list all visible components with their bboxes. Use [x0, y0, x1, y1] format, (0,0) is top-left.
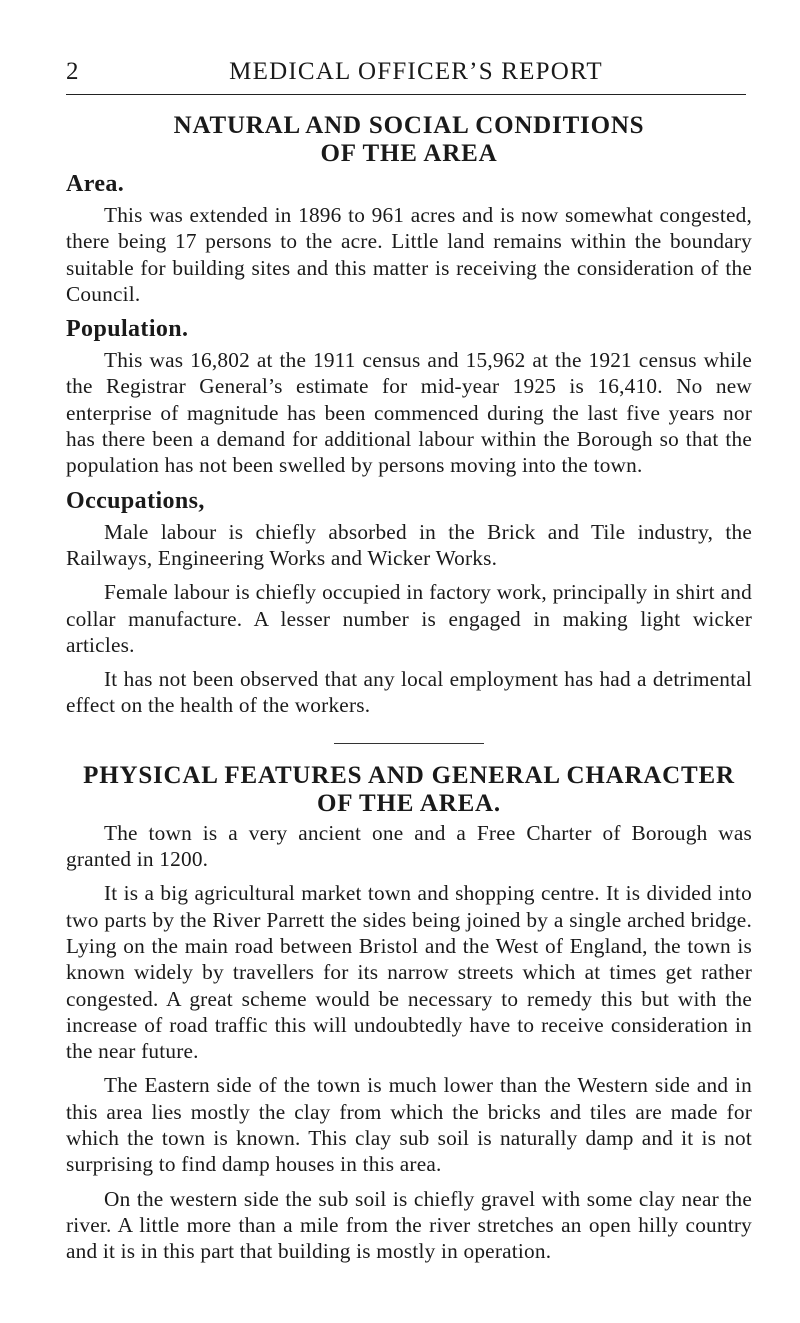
section-title-physical-features	[66, 762, 752, 818]
section-title-line-2: OF THE AREA.	[317, 789, 501, 817]
paragraph-charter: The town is a very ancient one and a Free Charter of Borough was granted in 1200.	[66, 820, 752, 872]
page-content	[66, 112, 752, 1273]
paragraph-population: This was 16,802 at the 1911 census and 15,962 at the 1921 census while the Registrar General’s estimate for mid-year 1925 is 16,410. No new enterprise of magnitude has been commenced during the last five years nor has there been a demand for additional labour within the Borough so that the population has not been swelled by persons moving into the town.	[66, 348, 752, 478]
running-title: MEDICAL OFFICER’S REPORT	[229, 58, 603, 85]
paragraph-area: This was extended in 1896 to 961 acres and is now somewhat congested, there being 17 persons to the acre. Little land remains within the boundary suitable for building sites and this matter is receiving the consideration of the Council.	[66, 203, 752, 306]
section-title-natural-social	[66, 112, 752, 168]
section-title-line-1: PHYSICAL FEATURES AND GENERAL CHARACTER	[83, 761, 735, 789]
paragraph-occupations-male: Male labour is chiefly absorbed in the Brick and Tile industry, the Railways, Engineering Works and Wicker Works.	[66, 519, 752, 570]
paragraph-western-side: On the western side the sub soil is chiefly gravel with some clay near the river. A little more than a mile from the river stretches an open hilly country and it is in this part that building is mostly in operation.	[66, 1186, 752, 1264]
subhead-population: Population.	[66, 316, 189, 343]
subhead-area: Area.	[66, 171, 125, 197]
page-number: 2	[66, 58, 80, 85]
paragraph-market-town: It is a big agricultural market town and shopping centre. It is divided into two parts by the River Parrett the sides being joined by a single arched bridge. Lying on the main road between Bristol and the West of England, the town is known widely by travellers for its narrow streets which at times get rather congested. A great scheme would be necessary to remedy this but with the increase of road traffic this will undoubtedly have to receive consideration in the near future.	[66, 881, 752, 1064]
subhead-occupations: Occupations,	[66, 487, 205, 514]
section-title-line-1: NATURAL AND SOCIAL CONDITIONS	[173, 112, 645, 139]
running-header	[66, 58, 746, 95]
paragraph-occupations-female: Female labour is chiefly occupied in factory work, principally in shirt and collar manufacture. A lesser number is engaged in making light wicker articles.	[66, 580, 752, 657]
paragraph-eastern-side: The Eastern side of the town is much lower than the Western side and in this area lies mostly the clay from which the bricks and tiles are made for which the town is known. This clay sub soil is naturally damp and it is not surprising to find damp houses in this area.	[66, 1073, 752, 1177]
section-divider	[334, 743, 484, 744]
section-title-line-2: OF THE AREA	[320, 140, 498, 167]
paragraph-occupations-health: It has not been observed that any local employment has had a detrimental effect on the health of the workers.	[66, 667, 752, 718]
